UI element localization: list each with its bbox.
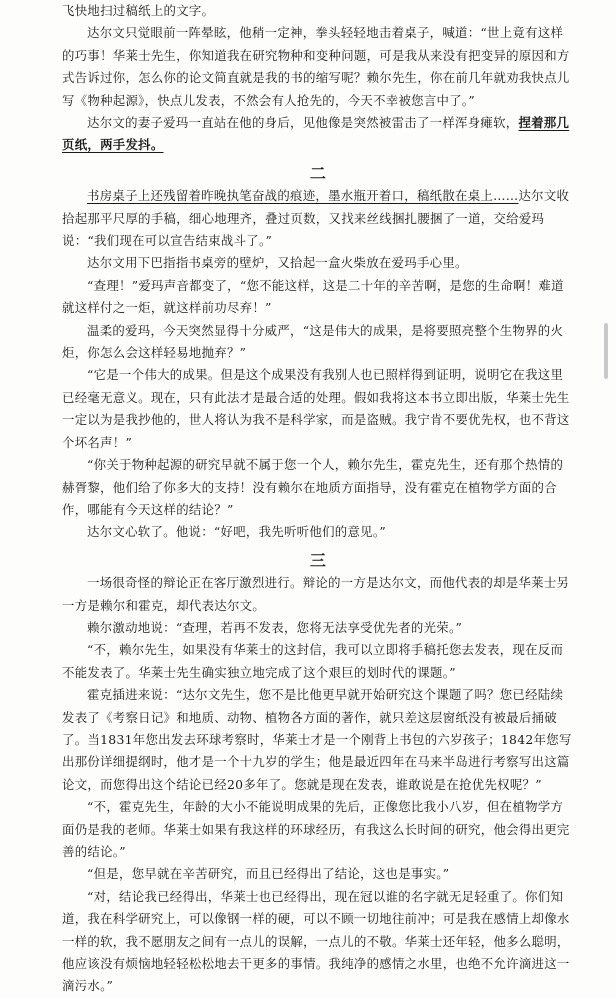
section-heading-2: 二 [309, 163, 327, 183]
paragraph-8: “你关于物种起源的研究早就不属于您一个人，赖尔先生，霍克先生，还有那个热情的赫胥黎，他们给了你多大的支持！没有赖尔在地质方面指导，没有霍克在植物学方面的合作，哪能有今天这样的结论？” [62, 457, 564, 517]
paragraph-14: “不，霍克先生，年龄的大小不能说明成果的先后，正像您比我小八岁，但在植物学方面仍是我的老师。华莱士如果有我这样的环球经历，有我这么长时间的研究，他会得出更完善的结论。” [62, 799, 570, 859]
paragraph-15: “但是，您早就在辛苦研究，而且已经得出了结论，这也是事实。” [87, 866, 450, 882]
paragraph-3-text: 达尔文收拾起那平尺厚的手稿，细心地理齐，叠过页数，又找来丝线捆扎腰捆了一道，交给爱玛说：“我们现在可以宣告结束战斗了。” [62, 188, 570, 249]
scrollbar-thumb[interactable] [604, 323, 608, 379]
section-heading-3: 三 [309, 550, 327, 570]
paragraph-6: 温柔的爱玛，今天突然显得十分威严，“这是伟大的成果，是将要照亮整个生物界的火炬，你怎么会这样轻易地抛弃？” [62, 322, 564, 361]
paragraph-10: 一场很奇怪的辩论正在客厅激烈进行。辩论的一方是达尔文，而他代表的却是华莱士另一方是赖尔和霍克，却代表达尔文。 [62, 575, 570, 613]
paragraph-3 [62, 185, 574, 252]
top-line: 飞快地扫过稿纸上的文字。 [62, 3, 215, 18]
paragraph-9: 达尔文心软了。他说：“好吧，我先听听他们的意见。” [87, 524, 386, 540]
document-page [62, 0, 574, 998]
paragraph-1: 达尔文只觉眼前一阵晕眩，他稍一定神，拳头轻轻地击着桌子，喊道：“世上竟有这样的巧事！华莱士先生，你知道我在研究物种和变种问题，可是我从来没有把变异的原因和方式告诉过你，怎么你的论文简直就是我的书的缩写呢？赖尔先生，你在前几年就劝我快点儿写《物种起源》，快点儿发表，不然会有人抢先的，今天不幸被您言中了。” [62, 25, 570, 108]
paragraph-3-underlined: 书房桌子上还残留着昨晚执笔奋战的痕迹，墨水瓶开着口，稿纸散在桌上…… [87, 188, 519, 204]
paragraph-13: 霍克插进来说：“达尔文先生，您不是比他更早就开始研究这个课题了吗？您已经陆续发表了《考察日记》和地质、动物、植物各方面的著作，就只差这层窗纸没有被最后捅破了。当1831年您出发去环球考察时，华莱士才是一个刚背上书包的六岁孩子；1842年您写出那份详细提纲时，他才是一个十九岁的学生；他是最近四年在马来半岛进行考察写出这篇论文，而您得出这个结论已经20多年了。您就是现在发表，谁敢说是在抢优先权呢？” [62, 687, 572, 792]
paragraph-2 [62, 112, 574, 157]
paragraph-11: 赖尔激动地说：“查理，若再不发表，您将无法享受优先者的光荣。” [87, 619, 463, 635]
paragraph-2-text: 达尔文的妻子爱玛一直站在他的身后，见他像是突然被雷击了一样浑身瘫软， [87, 115, 519, 131]
paragraph-12: “不，赖尔先生，如果没有华莱士的这封信，我可以立即将手稿托您去发表，现在反而不能发表了。华莱士先生确实独立地完成了这个艰巨的划时代的课题。” [62, 642, 564, 680]
paragraph-5: “查理！”爱玛声音都变了，“您不能这样，这是二十年的辛苦啊，是您的生命啊！难道就这样付之一炬，就这样前功尽弃！” [62, 277, 564, 316]
paragraph-4: 达尔文用下巴指指书桌旁的壁炉，又拾起一盒火柴放在爱玛手心里。 [87, 255, 468, 271]
paragraph-2-underlined: 捏着那几页纸，两手发抖。 [62, 115, 570, 153]
paragraph-16: “对，结论我已经得出，华莱士也已经得出，现在冠以谁的名字就无足轻重了。你们知道，我在科学研究上，可以像钢一样的硬，可以不顾一切地往前冲；可是我在感情上却像水一样的软，我不愿朋友之间有一点儿的误解，一点儿的不敬。华莱士还年轻，他多么聪明，他应该没有烦恼地轻轻松松地去干更多的事情。我纯净的感情之水里，也绝不允许滴进这一滴污水。” [62, 888, 570, 994]
paragraph-7: “它是一个伟大的成果。但是这个成果没有我别人也已照样得到证明，说明它在我这里已经毫无意义。现在，只有此法才是最合适的处理。假如我将这本书立即出版，华莱士先生一定以为是我抄他的，世人将认为我不是科学家，而是盗贼。我宁肯不要优先权，也不背这个坏名声！” [62, 367, 570, 450]
